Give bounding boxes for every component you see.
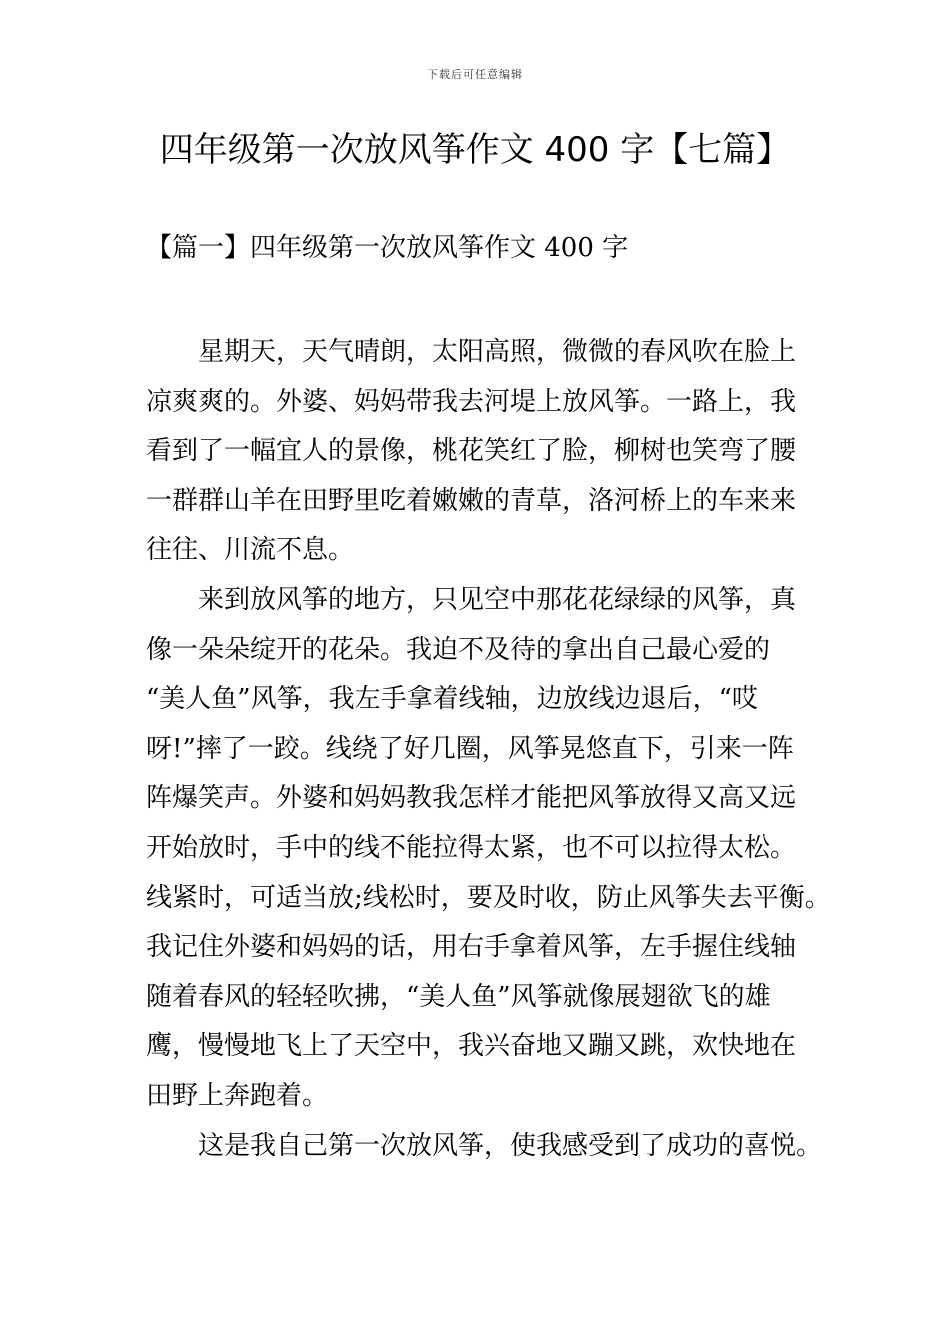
text-line: 看到了一幅宜人的景像，桃花笑红了脸，柳树也笑弯了腰: [146, 436, 797, 467]
text-line: 来到放风筝的地方，只见空中那花花绿绿的风筝，真: [198, 584, 797, 615]
text-line: 像一朵朵绽开的花朵。我迫不及待的拿出自己最心爱的: [146, 634, 771, 665]
section-heading: 【篇一】四年级第一次放风筝作文 400 字: [146, 233, 629, 263]
document-title: 四年级第一次放风筝作文 400 字【七篇】: [159, 130, 791, 170]
text-line: 我记住外婆和妈妈的话，用右手拿着风筝，左手握住线轴: [146, 932, 797, 963]
text-line: 随着春风的轻轻吹拂，“美人鱼”风筝就像展翅欲飞的雄: [146, 981, 771, 1012]
text-line: 田野上奔跑着。: [146, 1080, 329, 1111]
text-line: “美人鱼”风筝，我左手拿着线轴，边放线边退后，“哎: [146, 684, 758, 715]
text-line: 这是我自己第一次放风筝，使我感受到了成功的喜悦。: [198, 1130, 823, 1161]
text-line: 鹰，慢慢地飞上了天空中，我兴奋地又蹦又跳，欢快地在: [146, 1031, 797, 1062]
text-line: 一群群山羊在田野里吃着嫩嫩的青草，洛河桥上的车来来: [146, 485, 797, 516]
text-line: 凉爽爽的。外婆、妈妈带我去河堤上放风筝。一路上，我: [146, 386, 797, 417]
text-line: 线紧时，可适当放;线松时，要及时收，防止风筝失去平衡。: [146, 882, 831, 913]
essay-body: [146, 328, 831, 1171]
text-line: 阵爆笑声。外婆和妈妈教我怎样才能把风筝放得又高又远: [146, 783, 797, 814]
header-note: 下载后可任意编辑: [427, 68, 523, 81]
text-line: 呀!”摔了一跤。线绕了好几圈，风筝晃悠直下，引来一阵: [146, 733, 794, 764]
text-line: 星期天，天气晴朗，太阳高照，微微的春风吹在脸上: [198, 337, 797, 367]
text-line: 开始放时，手中的线不能拉得太紧，也不可以拉得太松。: [146, 832, 797, 863]
text-line: 往往、川流不息。: [146, 535, 355, 566]
